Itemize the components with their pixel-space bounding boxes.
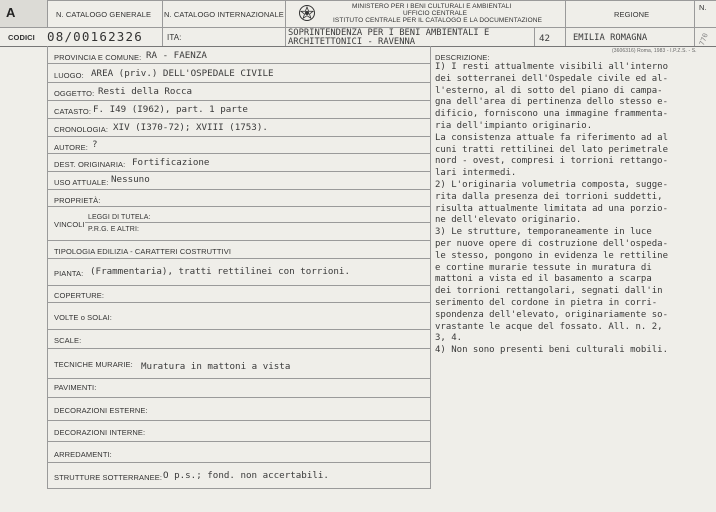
region-code-value: 42 [539,33,551,44]
italian-republic-emblem-icon [298,3,316,23]
description-line: vrastante le acque del fossato. All. n. 2, [435,321,663,332]
vincoli-label: VINCOLI [54,220,85,229]
volte-solai-label: VOLTE o SOLAI: [54,313,112,322]
description-line: lari intermedi. [435,168,517,179]
soprintendenza-line-2: ARCHITETTONICI - RAVENNA [288,37,416,47]
corner-number-label: N. [699,3,707,12]
coperture-label: COPERTURE: [54,291,105,300]
arredamenti-label: ARREDAMENTI: [54,450,112,459]
description-line: gna dell'area di pertinenza dello stesso e- [435,97,668,108]
tipologia-heading: TIPOLOGIA EDILIZIA - CARATTERI COSTRUTTIVI [54,247,231,256]
pianta-label: PIANTA: [54,269,84,278]
description-line: 3) Le strutture, temporaneamente in luce [435,227,652,238]
decorazioni-interne-label: DECORAZIONI INTERNE: [54,428,146,437]
luogo-label: LUOGO: [54,71,84,80]
description-line: mattoni a vista ed il basamento a scarpa [435,274,652,285]
ministry-line-1: MINISTERO PER I BENI CULTURALI E AMBIENTALI [352,3,512,10]
description-line: spondenza dell'elevato, originariamente so- [435,309,668,320]
cronologia-value: XIV (I370-72); XVIII (1753). [113,122,268,133]
description-line: serimento del cordone in pietra in corri- [435,297,658,308]
proprieta-label: PROPRIETÀ: [54,196,101,205]
cronologia-label: CRONOLOGIA: [54,125,109,134]
uso-attuale-label: USO ATTUALE: [54,178,109,187]
uso-attuale-value: Nessuno [111,174,150,185]
description-line: dei sotterranei dell'Ospedale civile ed al- [435,73,668,84]
strutture-sotterranee-value: O p.s.; fond. non accertabili. [163,470,329,481]
catalog-general-label: N. CATALOGO GENERALE [56,10,152,19]
ministry-line-3: ISTITUTO CENTRALE PER IL CATALOGO E LA DOCUMENTAZIONE [333,17,542,24]
description-line: rita dalla presenza dei torrioni suddetti, [435,191,663,202]
description-line: e cortine murarie tessute in muratura di [435,262,652,273]
description-line: cuni tratti rettilinei del lato perimetrale [435,144,668,155]
autore-value: ? [92,139,98,150]
description-line: ria dell'impianto originario. [435,120,593,131]
ita-label: ITA: [167,33,182,42]
decorazioni-esterne-label: DECORAZIONI ESTERNE: [54,406,148,415]
pavimenti-label: PAVIMENTI: [54,383,97,392]
scale-label: SCALE: [54,336,82,345]
description-line: La consistenza attuale fa riferimento ad al [435,132,668,143]
dest-originaria-value: Fortificazione [132,157,210,168]
catasto-label: CATASTO: [54,107,92,116]
section-letter: A [6,5,16,20]
ministry-line-2: UFFICIO CENTRALE [403,10,468,17]
description-line: le stesso, pongono in evidenza le rettiline [435,250,668,261]
description-line: dei torrioni rettangolari, segnati dall'in [435,286,663,297]
description-line: nord - ovest, compresi i torrioni rettango- [435,156,668,167]
dest-originaria-label: DEST. ORIGINARIA: [54,160,126,169]
description-line: 3, 4. [435,333,463,344]
description-line: 2) L'originaria volumetria composta, sugge- [435,179,668,190]
description-line: I) I resti attualmente visibili all'interno [435,62,668,72]
luogo-value: AREA (priv.) DELL'OSPEDALE CIVILE [91,68,274,79]
codici-label: CODICI [8,33,35,42]
print-code: (3606316) Roma, 1983 - I.P.Z.S. - S. [612,48,697,54]
provincia-label: PROVINCIA E COMUNE: [54,53,142,62]
region-name-value: EMILIA ROMAGNA [573,33,648,43]
description-text [435,62,710,357]
description-line: l'esterno, al di sotto del piano di campa- [435,85,663,96]
soprintendenza-line-1: SOPRINTENDENZA PER I BENI AMBIENTALI E [288,28,490,38]
strutture-sotterranee-label: STRUTTURE SOTTERRANEE: [54,473,163,482]
autore-label: AUTORE: [54,143,88,152]
oggetto-label: OGGETTO: [54,89,95,98]
region-header-label: REGIONE [614,10,650,19]
description-line: dificio, forniscono una immagine frammenta- [435,109,668,120]
description-label: DESCRIZIONE: [435,53,490,62]
leggi-tutela-label: LEGGI DI TUTELA: [88,214,151,221]
corner-mark-value: 770 [698,32,710,47]
description-line: 4) Non sono presenti beni culturali mobili. [435,345,668,356]
catasto-value: F. I49 (I962), part. 1 parte [93,104,248,115]
tecniche-murarie-label: TECNICHE MURARIE: [54,360,133,369]
pianta-value: (Frammentaria), tratti rettilinei con torrioni. [90,266,350,277]
provincia-value: RA - FAENZA [146,50,207,61]
oggetto-value: Resti della Rocca [98,86,193,97]
catalog-number-value: 08/00162326 [47,29,143,44]
description-line: ne dell'elevato originario. [435,215,582,226]
tecniche-murarie-value: Muratura in mattoni a vista [141,361,291,372]
description-line: per nuove opere di costruzione dell'ospeda- [435,238,668,249]
catalog-international-label: N. CATALOGO INTERNAZIONALE [164,10,284,19]
prg-label: P.R.G. E ALTRI: [88,226,140,233]
description-line: risulta attualmente limitata ad una porzio- [435,203,668,214]
